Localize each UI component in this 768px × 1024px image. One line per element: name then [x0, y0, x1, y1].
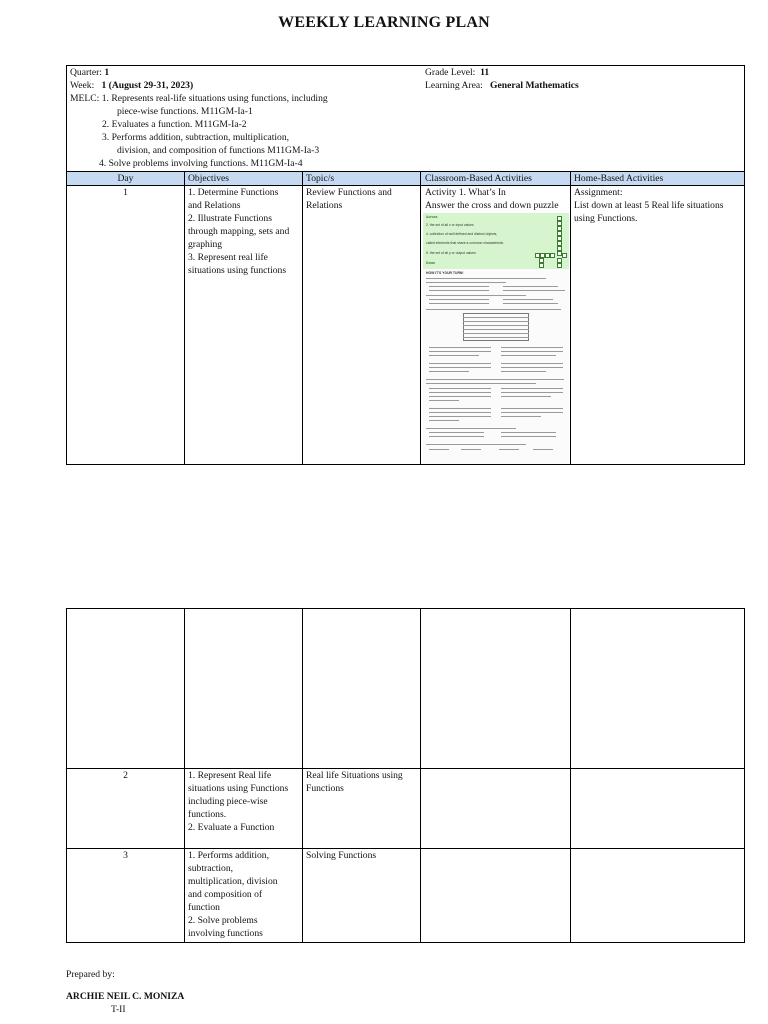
objective-line: situations using Functions [188, 783, 289, 794]
objective-line: including piece-wise [188, 796, 268, 807]
area-line [425, 79, 579, 92]
grade-value: 11 [480, 67, 490, 78]
across-label: Across [426, 215, 438, 219]
objective-line: situations using functions [188, 265, 287, 276]
topic-line: Solving Functions [306, 850, 377, 861]
across-item: 4. collection of well defined and distinct objects, [426, 232, 498, 236]
across-item: 5. the set of all y or output values [426, 251, 476, 255]
page-title: WEEKLY LEARNING PLAN [278, 14, 490, 31]
quarter-line [70, 66, 109, 79]
col-header-classroom: Classroom-Based Activities [425, 173, 532, 184]
topic-line: Review Functions and [306, 187, 392, 198]
objective-line: functions. [188, 809, 227, 820]
classroom-line: Activity 1. What’s In [425, 187, 506, 198]
col-header-objectives: Objectives [188, 173, 230, 184]
objective-line: 3. Represent real life [188, 252, 268, 263]
topic-line: Real life Situations using [306, 770, 403, 781]
objective-line: graphing [188, 239, 223, 250]
objective-line: 2. Solve problems [188, 915, 258, 926]
home-line: using Functions. [574, 213, 638, 224]
objective-line: involving functions [188, 928, 263, 939]
across-item: called elements that share a common characteristic [426, 241, 504, 245]
worksheet-image [423, 213, 569, 464]
melc-label: MELC: [70, 93, 100, 104]
col-header-home: Home-Based Activities [574, 173, 664, 184]
objective-line: 1. Determine Functions [188, 187, 279, 198]
melc-item: 1. Represents real-life situations using functions, including [101, 93, 328, 104]
topic-line: Relations [306, 200, 343, 211]
objective-line: 2. Illustrate Functions [188, 213, 272, 224]
melc-item: 3. Performs addition, subtraction, multiplication, [102, 132, 290, 143]
home-line: Assignment: [574, 187, 623, 198]
objective-line: and composition of [188, 889, 263, 900]
melc-line [70, 92, 328, 105]
worksheet-heading: HOW IT'S YOUR TURN! [426, 271, 464, 275]
objective-line: 2. Evaluate a Function [188, 822, 275, 833]
home-line: List down at least 5 Real life situations [574, 200, 724, 211]
classroom-line: Answer the cross and down puzzle [425, 200, 559, 211]
day-1: 1 [123, 187, 128, 198]
objective-line: 1. Performs addition, [188, 850, 270, 861]
quarter-label: Quarter: [70, 67, 102, 78]
objective-line: multiplication, division [188, 876, 278, 887]
preparer-position: T-II [111, 1004, 126, 1015]
week-label: Week: [70, 80, 95, 91]
objective-line: subtraction, [188, 863, 234, 874]
quarter-value: 1 [104, 67, 110, 78]
melc-item: piece-wise functions. M11GM-Ia-1 [117, 106, 253, 117]
topic-line: Functions [306, 783, 344, 794]
grade-line [425, 66, 489, 79]
melc-item: division, and composition of functions M11GM-Ia-3 [117, 145, 320, 156]
grade-label: Grade Level: [425, 67, 476, 78]
area-label: Learning Area: [425, 80, 483, 91]
week-line [70, 79, 193, 92]
melc-item: 4. Solve problems involving functions. M11GM-Ia-4 [99, 158, 303, 169]
day-2: 2 [123, 770, 128, 781]
objective-line: 1. Represent Real life [188, 770, 272, 781]
objective-line: function [188, 902, 220, 913]
objective-line: through mapping, sets and [188, 226, 290, 237]
preparer-name: ARCHIE NEIL C. MONIZA [66, 991, 185, 1002]
objective-line: and Relations [188, 200, 241, 211]
across-item: 2. the set of all x or input values [426, 223, 474, 227]
area-value: General Mathematics [490, 80, 579, 91]
col-header-topics: Topic/s [306, 173, 335, 184]
week-value: 1 (August 29-31, 2023) [101, 80, 194, 91]
day-3: 3 [123, 850, 128, 861]
col-header-day: Day [117, 173, 134, 184]
melc-item: 2. Evaluates a function. M11GM-Ia-2 [102, 119, 247, 130]
prepared-by-label: Prepared by: [66, 969, 115, 980]
down-label: Down [426, 261, 436, 265]
